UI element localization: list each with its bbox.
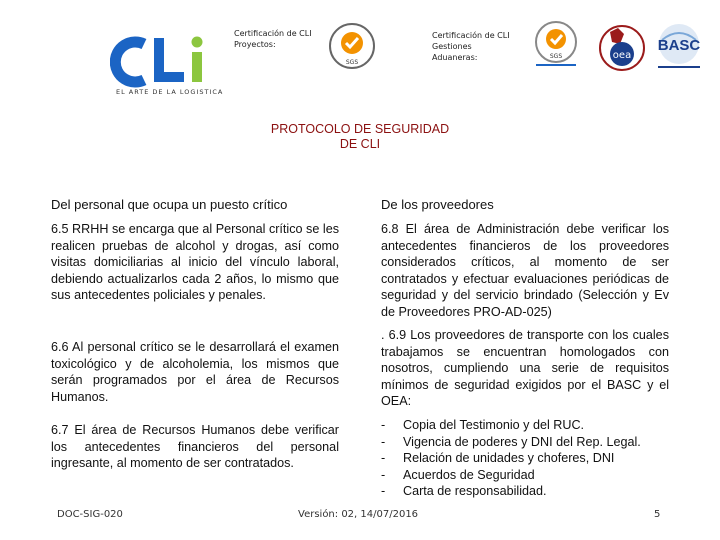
sgs-label-2: SGS — [549, 53, 563, 60]
list-item: - Carta de responsabilidad. — [381, 483, 681, 500]
left-paragraph-3: 6.7 El área de Recursos Humanos debe verificar los antecedentes financieros del personal ingresante, al momento de ser contratados. — [51, 423, 339, 470]
list-item: - Acuerdos de Seguridad — [381, 467, 681, 484]
left-heading: Del personal que ocupa un puesto crítico — [51, 197, 288, 212]
left-paragraph-1: 6.5 RRHH se encarga que al Personal crítico se les realicen pruebas de alcohol y drogas, así como visitas domiciliarias al inicio del vínculo laboral, debiendo actualizarlos cada 2 años, lo mismo que sus antecedentes policiales y penales. — [51, 222, 339, 302]
right-paragraph-1: 6.8 El área de Administración debe verificar los antecedentes financieros de los proveedores considerados críticos, al momento de ser contratados y efectuar evaluaciones periódicas de seguridad y del servicio brindado (Selección y Ev de Proveedores PRO-AD-025) — [381, 222, 669, 319]
sgs-seal-icon — [328, 22, 376, 70]
sgs-label-1: SGS — [345, 59, 359, 66]
right-paragraph-2: . 6.9 Los proveedores de transporte con los cuales trabajamos se encuentran homologados con nosotros, cumpliendo una serie de requisitos mínimos de seguridad exigidos por el BASC y el OEA: — [381, 328, 669, 408]
list-item: - Relación de unidades y choferes, DNI — [381, 450, 681, 467]
requirements-list — [381, 417, 681, 500]
page-number: 5 — [654, 509, 661, 520]
cert-projects-label: Certificación de CLI Proyectos: — [234, 29, 312, 49]
basc-label: BASC — [657, 37, 701, 54]
logo-tagline: EL ARTE DE LA LOGISTICA — [116, 88, 224, 96]
oea-seal-icon — [598, 22, 646, 74]
version-label: Versión: 02, 14/07/2016 — [298, 509, 419, 520]
basc-logo — [650, 22, 708, 74]
list-item: - Vigencia de poderes y DNI del Rep. Legal. — [381, 434, 681, 451]
page-title: PROTOCOLO DE SEGURIDAD DE CLI — [270, 122, 450, 151]
doc-code: DOC-SIG-020 — [57, 509, 123, 520]
right-heading: De los proveedores — [381, 197, 494, 212]
cert-customs-label: Certificación de CLI Gestiones Aduaneras: — [432, 31, 510, 62]
sgs-seal-icon — [530, 18, 582, 70]
left-paragraph-2: 6.6 Al personal crítico se le desarrollará el examen toxicológico y de alcoholemia, los mismos que serán programados por el área de Recursos Humanos. — [51, 340, 339, 404]
oea-label: oea — [612, 50, 632, 61]
list-item: - Copia del Testimonio y del RUC. — [381, 417, 681, 434]
